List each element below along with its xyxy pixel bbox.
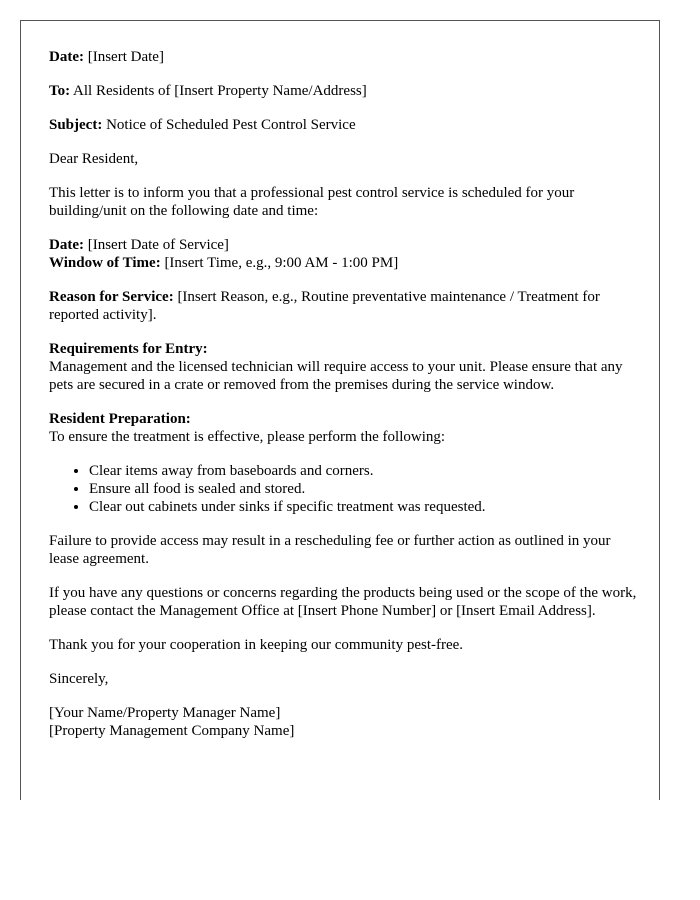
greeting: Dear Resident, — [49, 151, 139, 167]
date-line — [49, 48, 641, 66]
signature-company: [Property Management Company Name] — [49, 723, 295, 739]
list-item: • Clear items away from baseboards and corners. — [89, 462, 641, 480]
entry-heading: Requirements for Entry: — [49, 341, 208, 357]
signature-name: [Your Name/Property Manager Name] — [49, 705, 281, 721]
subject-line — [49, 116, 641, 134]
questions-paragraph: If you have any questions or concerns regarding the products being used or the scope of the work, please contact the Management Office at [Insert Phone Number] or [Insert Email Address]. — [49, 585, 637, 619]
date-value: [Insert Date] — [83, 49, 164, 65]
thanks-paragraph: Thank you for your cooperation in keeping our community pest-free. — [49, 637, 464, 653]
letter-body — [49, 48, 641, 756]
window-label: Window of Time: — [49, 255, 161, 271]
prep-text: To ensure the treatment is effective, please perform the following: — [49, 429, 446, 445]
date-label: Date: — [49, 49, 84, 65]
prep-section — [49, 410, 641, 446]
entry-text: Management and the licensed technician will require access to your unit. Please ensure that any pets are secured in a crate or removed from the premises during the service window. — [49, 359, 623, 393]
signature-block — [49, 704, 641, 740]
service-date-value: [Insert Date of Service] — [83, 237, 229, 253]
reason-label: Reason for Service: — [49, 289, 174, 305]
closing: Sincerely, — [49, 671, 109, 687]
letter-page — [20, 20, 660, 800]
intro-paragraph: This letter is to inform you that a professional pest control service is scheduled for your building/unit on the following date and time: — [49, 185, 575, 219]
reason-paragraph — [49, 288, 641, 324]
entry-section — [49, 340, 641, 394]
prep-list — [49, 462, 641, 516]
subject-value: Notice of Scheduled Pest Control Service — [102, 117, 356, 133]
window-value: [Insert Time, e.g., 9:00 AM - 1:00 PM] — [160, 255, 399, 271]
service-date-label: Date: — [49, 237, 84, 253]
to-value: All Residents of [Insert Property Name/Address] — [70, 83, 367, 99]
failure-paragraph: Failure to provide access may result in a rescheduling fee or further action as outlined in your lease agreement. — [49, 533, 611, 567]
prep-heading: Resident Preparation: — [49, 411, 191, 427]
list-item: • Clear out cabinets under sinks if specific treatment was requested. — [89, 498, 641, 516]
reason-value: [Insert Reason, e.g., Routine preventative maintenance / Treatment for reported activity]. — [49, 289, 600, 323]
to-line — [49, 82, 641, 100]
schedule-block — [49, 236, 641, 272]
list-item: • Ensure all food is sealed and stored. — [89, 480, 641, 498]
subject-label: Subject: — [49, 117, 103, 133]
to-label: To: — [49, 83, 71, 99]
